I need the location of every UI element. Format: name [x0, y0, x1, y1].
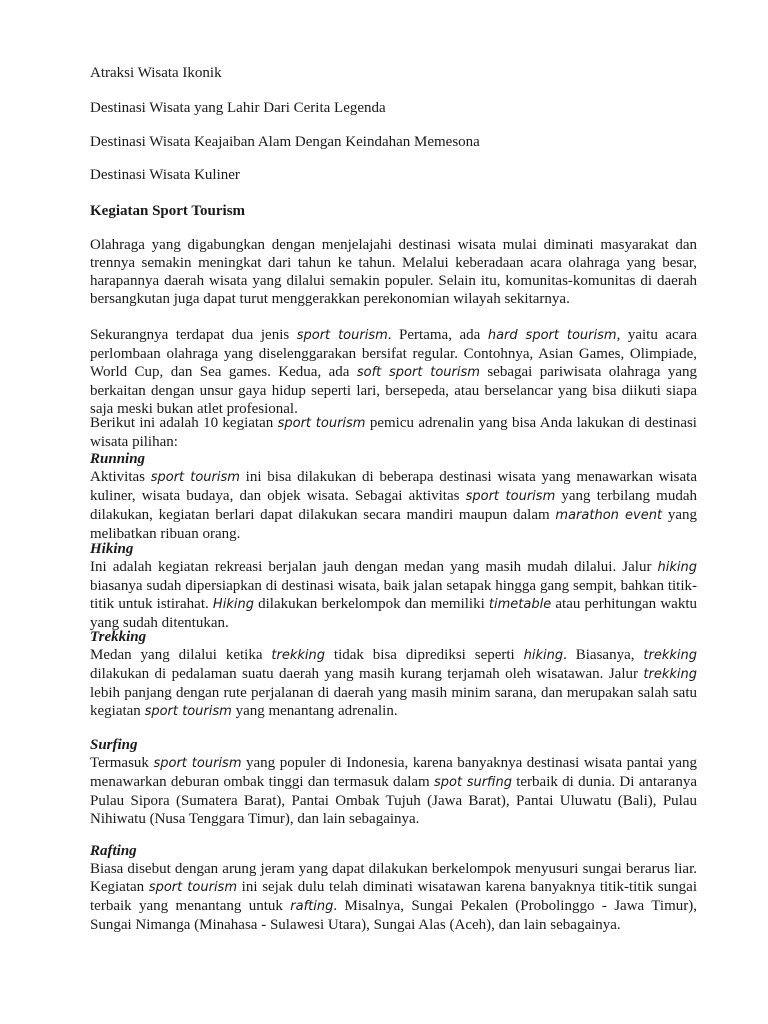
running-paragraph: [90, 468, 697, 543]
hiking-paragraph: [90, 558, 697, 632]
italic-term: rafting: [290, 899, 334, 914]
paragraph-text: Ini adalah kegiatan rekreasi berjalan jauh dengan medan yang masih mudah dilalui. Jalur: [90, 559, 658, 575]
paragraph-text: . Biasanya,: [563, 647, 644, 663]
list-item: Destinasi Wisata Keajaiban Alam Dengan Keindahan Memesona: [90, 134, 480, 150]
paragraph-text: ini bisa dilakukan di beberapa destinasi wisata yang menawarkan wisata kuliner, wisata budaya, dan objek wisata. Sebagai aktivitas: [90, 469, 697, 504]
subheading-hiking: Hiking: [90, 541, 134, 557]
italic-term: sport tourism: [153, 756, 242, 771]
italic-term: Hiking: [212, 597, 254, 612]
italic-term: sport tourism: [144, 704, 232, 719]
paragraph-text: atau perhitungan waktu yang sudah ditentukan.: [90, 596, 698, 631]
list-item: Destinasi Wisata Kuliner: [90, 167, 240, 183]
paragraph-text: yang populer di Indonesia, karena banyaknya destinasi wisata pantai yang menawarkan deburan ombak tinggi dan termasuk dalam: [90, 755, 697, 790]
rafting-paragraph: [90, 860, 697, 934]
italic-term: trekking: [643, 648, 697, 663]
paragraph-text: sebagai pariwisata olahraga yang berkaitan dengan unsur gaya hidup seperti lari, bersepeda, atau berselancar yang bisa diikuti siapa saja meski bukan atlet profesional.: [90, 364, 697, 417]
italic-term: soft sport tourism: [356, 365, 480, 380]
paragraph-text: yang melibatkan ribuan orang.: [90, 507, 697, 542]
italic-term: sport tourism: [296, 328, 388, 343]
paragraph-text: Berikut ini adalah 10 kegiatan: [90, 415, 278, 431]
italic-term: timetable: [488, 597, 552, 612]
italic-term: sport tourism: [148, 880, 237, 895]
paragraph-text: terbaik di dunia. Di antaranya Pulau Sipora (Sumatera Barat), Pantai Ombak Tujuh (Jawa Barat), Pantai Uluwatu (Bali), Pulau Nihiwatu (Nusa Tenggara Timur), dan lain sebagainya.: [90, 774, 697, 827]
italic-term: trekking: [271, 648, 325, 663]
italic-term: hiking: [657, 560, 697, 575]
paragraph-text: Termasuk: [90, 755, 154, 771]
italic-term: trekking: [643, 667, 697, 682]
paragraph-text: yang menantang adrenalin.: [231, 703, 398, 719]
paragraph-text: Sekurangnya terdapat dua jenis: [90, 327, 297, 343]
paragraph-text: Medan yang dilalui ketika: [90, 647, 272, 663]
italic-term: spot surfing: [433, 775, 512, 790]
paragraph-text: Aktivitas: [90, 469, 151, 485]
paragraph-text: biasanya sudah dipersiapkan di destinasi wisata, baik jalan setapak hingga gang sempit, bahkan titik-titik untuk istirahat.: [90, 578, 697, 612]
paragraph-text: pemicu adrenalin yang bisa Anda lakukan di destinasi wisata pilihan:: [90, 415, 697, 450]
paragraph-text: yang terbilang mudah dilakukan, kegiatan berlari dapat dilakukan secara mandiri maupun dalam: [90, 488, 697, 523]
subheading-trekking: Trekking: [90, 629, 147, 645]
surfing-paragraph: [90, 754, 697, 828]
italic-term: sport tourism: [465, 489, 556, 504]
paragraph-text: Olahraga yang digabungkan dengan menjelajahi destinasi wisata mulai diminati masyarakat dan trennya semakin meningkat dari tahun ke tahun. Melalui keberadaan acara olahraga yang besar, harapannya daerah wisata yang dilalui semakin populer. Selain itu, komunitas-komunitas di daerah bersangkutan juga dapat turut menggerakkan perekonomian wilayah sekitarnya.: [90, 237, 697, 307]
italic-term: sport tourism: [277, 416, 366, 431]
italic-term: hard sport tourism: [487, 328, 617, 343]
paragraph-text: tidak bisa diprediksi seperti: [325, 647, 524, 663]
paragraph-text: Biasa disebut dengan arung jeram yang dapat dilakukan berkelompok menyusuri sungai berarus liar. Kegiatan: [90, 861, 697, 895]
italic-term: sport tourism: [150, 470, 240, 485]
intro-paragraph: [90, 326, 697, 418]
intro-paragraph: [90, 236, 697, 308]
subheading-rafting: Rafting: [90, 843, 137, 859]
paragraph-text: . Misalnya, Sungai Pekalen (Probolinggo - Jawa Timur), Sungai Nimanga (Minahasa - Sulawesi Utara), Sungai Alas (Aceh), dan lain sebagainya.: [90, 898, 697, 933]
paragraph-text: . Pertama, ada: [387, 327, 488, 343]
paragraph-text: dilakukan di pedalaman suatu daerah yang masih kurang terjamah oleh wisatawan. Jalur: [90, 666, 644, 682]
paragraph-text: lebih panjang dengan rute perjalanan di daerah yang masih minim sarana, dan merupakan salah satu kegiatan: [90, 685, 697, 719]
paragraph-text: ini sejak dulu telah diminati wisatawan karena banyaknya titik-titik sungai terbaik yang menantang untuk: [90, 879, 698, 914]
list-item: Destinasi Wisata yang Lahir Dari Cerita Legenda: [90, 100, 386, 116]
intro-paragraph: [90, 414, 697, 451]
italic-term: hiking: [523, 648, 564, 663]
subheading-surfing: Surfing: [90, 737, 138, 753]
section-heading: Kegiatan Sport Tourism: [90, 203, 246, 219]
subheading-running: Running: [90, 451, 146, 467]
trekking-paragraph: [90, 646, 697, 721]
italic-term: marathon event: [555, 508, 663, 523]
list-item: Atraksi Wisata Ikonik: [90, 65, 222, 81]
paragraph-text: , yaitu acara perlombaan olahraga yang diselenggarakan bersifat regular. Contohnya, Asian Games, Olimpiade, World Cup, dan Sea games. Kedua, ada: [90, 327, 697, 380]
paragraph-text: dilakukan berkelompok dan memiliki: [253, 596, 489, 612]
